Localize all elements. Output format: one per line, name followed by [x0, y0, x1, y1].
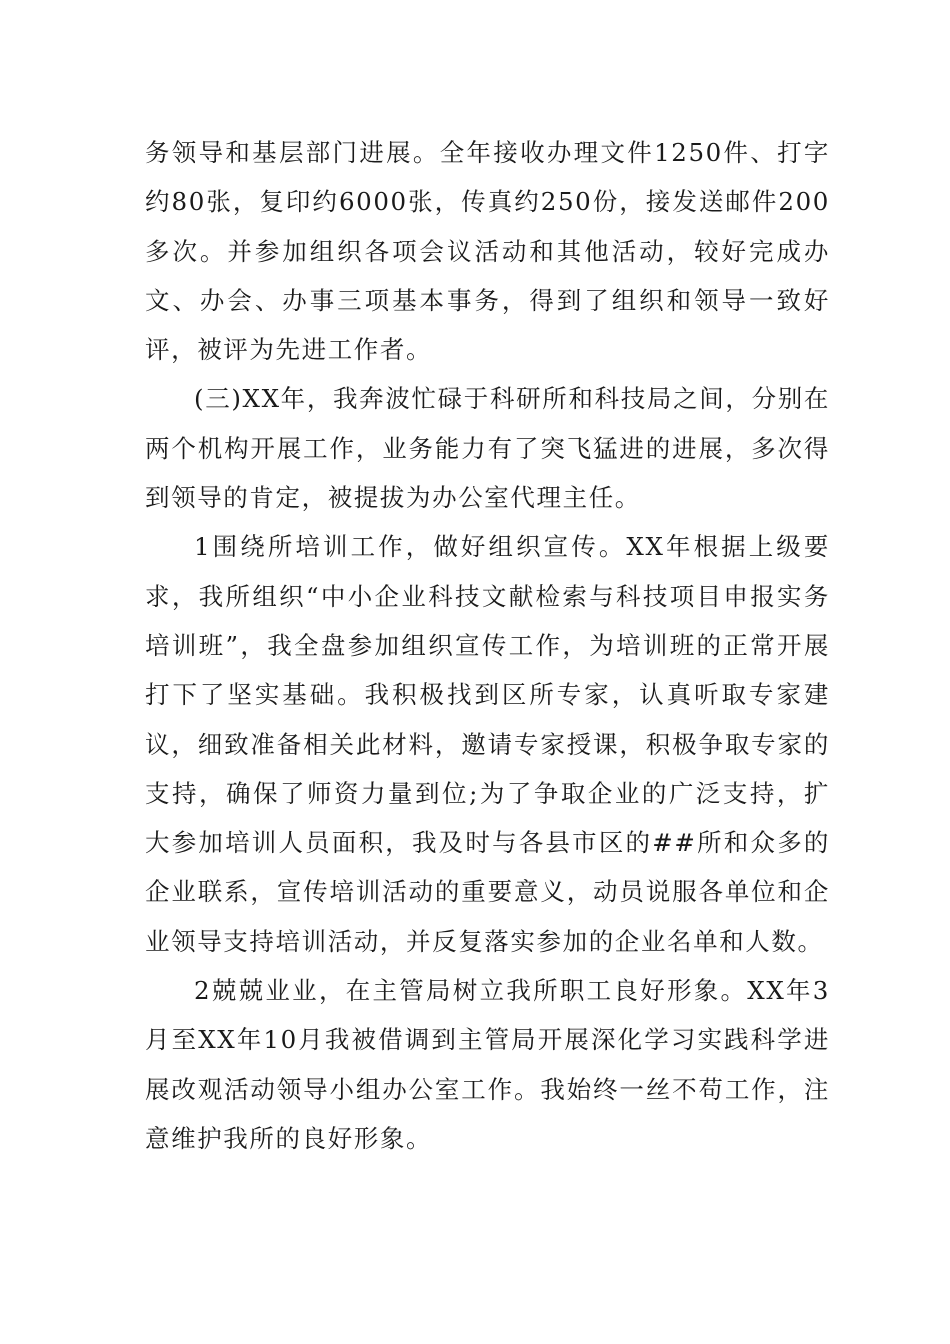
paragraph-item-one: 1围绕所培训工作，做好组织宣传。XX年根据上级要求，我所组织“中小企业科技文献检索与科技项目申报实务培训班”，我全盘参加组织宣传工作，为培训班的正常开展打下了坚实基础。我积极找到区所专家，认真听取专家建议，细致准备相关此材料，邀请专家授课，积极争取专家的支持，确保了师资力量到位;为了争取企业的广泛支持，扩大参加培训人员面积，我及时与各县市区的##所和众多的企业联系，宣传培训活动的重要意义，动员说服各单位和企业领导支持培训活动，并反复落实参加的企业名单和人数。 [145, 532, 830, 956]
paragraph-continuation: 务领导和基层部门进展。全年接收办理文件1250件、打字约80张，复印约6000张，传真约250份，接发送邮件200多次。并参加组织各项会议活动和其他活动，较好完成办文、办会、办事三项基本事务，得到了组织和领导一致好评，被评为先进工作者。 [145, 138, 830, 365]
paragraph-section-three: (三)XX年，我奔波忙碌于科研所和科技局之间，分别在两个机构开展工作，业务能力有了突飞猛进的进展，多次得到领导的肯定，被提拔为办公室代理主任。 [145, 384, 830, 513]
paragraph-item-two: 2兢兢业业，在主管局树立我所职工良好形象。XX年3月至XX年10月我被借调到主管局开展深化学习实践科学进展改观活动领导小组办公室工作。我始终一丝不苟工作，注意维护我所的良好形象。 [145, 976, 830, 1153]
